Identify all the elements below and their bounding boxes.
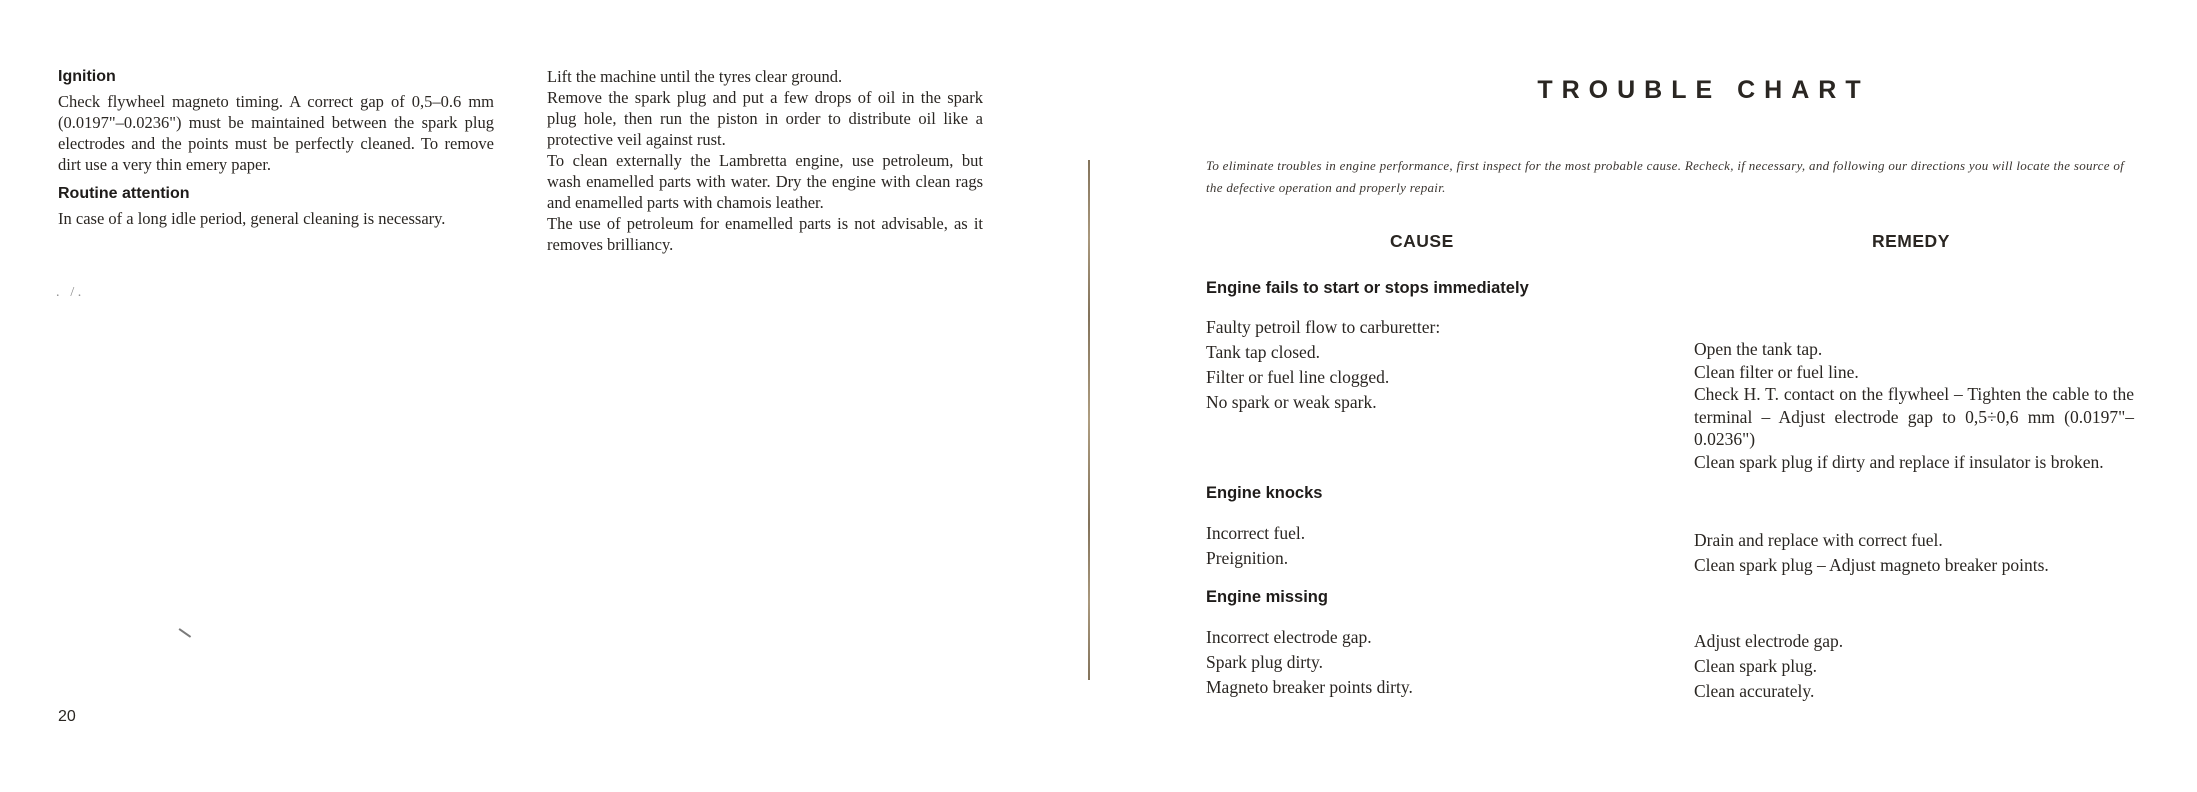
remedy-list [1694, 528, 2134, 578]
cause-item: Tank tap closed. [1206, 342, 1320, 362]
cause-item: Incorrect fuel. [1206, 523, 1306, 543]
paragraph: To clean externally the Lambretta engine, use petroleum, but wash enamelled parts with water. Dry the engine with clean rags and enamelled parts with chamois leather. [547, 151, 983, 212]
cause-item: Preignition. [1206, 548, 1289, 568]
cause-item: Faulty petroil flow to carburetter: [1206, 317, 1441, 337]
cause-column-header: CAUSE [1390, 231, 1454, 251]
paragraph: Lift the machine until the tyres clear ground. [547, 67, 843, 86]
remedy-item: Check H. T. contact on the flywheel – Tighten the cable to the terminal – Adjust electrode gap to 0,5÷0,6 mm (0.0197"–0.0236") [1694, 384, 2134, 449]
remedy-item: Clean filter or fuel line. [1694, 361, 1859, 382]
right-column [547, 66, 983, 255]
cause-item: Filter or fuel line clogged. [1206, 367, 1390, 387]
remedy-item: Clean spark plug if dirty and replace if insulator is broken. [1694, 451, 2104, 472]
routine-attention-heading: Routine attention [58, 185, 190, 202]
cause-list [1206, 625, 1646, 700]
cause-item: No spark or weak spark. [1206, 392, 1377, 412]
trouble-heading: Engine knocks [1206, 484, 1323, 502]
page-number: 20 [58, 708, 76, 725]
paragraph: Remove the spark plug and put a few drops of oil in the spark plug hole, then run the piston in order to distribute oil like a protective veil against rust. [547, 88, 983, 149]
cause-item: Spark plug dirty. [1206, 652, 1323, 672]
remedy-item: Clean spark plug – Adjust magneto breaker points. [1694, 555, 2049, 575]
remedy-item: Clean spark plug. [1694, 656, 1817, 676]
cause-list [1206, 521, 1646, 571]
cause-item: Magneto breaker points dirty. [1206, 677, 1413, 697]
routine-attention-text: In case of a long idle period, general cleaning is necessary. [58, 209, 446, 228]
intro-text: To eliminate troubles in engine performance, first inspect for the most probable cause. Recheck, if necessary, and following our directions you will locate the source of the defective operation and properly repair. [1206, 158, 2125, 195]
remedy-column-header: REMEDY [1872, 231, 1950, 251]
pencil-mark: .ﾞ/ . [56, 285, 82, 300]
left-page [0, 0, 1090, 792]
remedy-list [1694, 338, 2134, 473]
page-title: TROUBLE CHART [1537, 76, 1870, 104]
ignition-heading: Ignition [58, 68, 116, 85]
remedy-item: Drain and replace with correct fuel. [1694, 530, 1943, 550]
cause-list [1206, 315, 1646, 415]
paragraph: The use of petroleum for enamelled parts is not advisable, as it removes brilliancy. [547, 214, 983, 254]
cause-item: Incorrect electrode gap. [1206, 627, 1372, 647]
ignition-text: Check flywheel magneto timing. A correct gap of 0,5–0.6 mm (0.0197"–0.0236") must be maintained between the spark plug electrodes and the points must be perfectly cleaned. To remove dirt use a very thin emery paper. [58, 92, 494, 174]
trouble-heading: Engine fails to start or stops immediately [1206, 279, 1529, 297]
remedy-item: Adjust electrode gap. [1694, 631, 1844, 651]
left-column [58, 66, 494, 229]
remedy-item: Clean accurately. [1694, 681, 1815, 701]
remedy-list [1694, 629, 2134, 704]
remedy-item: Open the tank tap. [1694, 339, 1823, 359]
trouble-heading: Engine missing [1206, 588, 1328, 606]
pencil-mark [179, 628, 191, 637]
right-page [1090, 0, 2197, 792]
